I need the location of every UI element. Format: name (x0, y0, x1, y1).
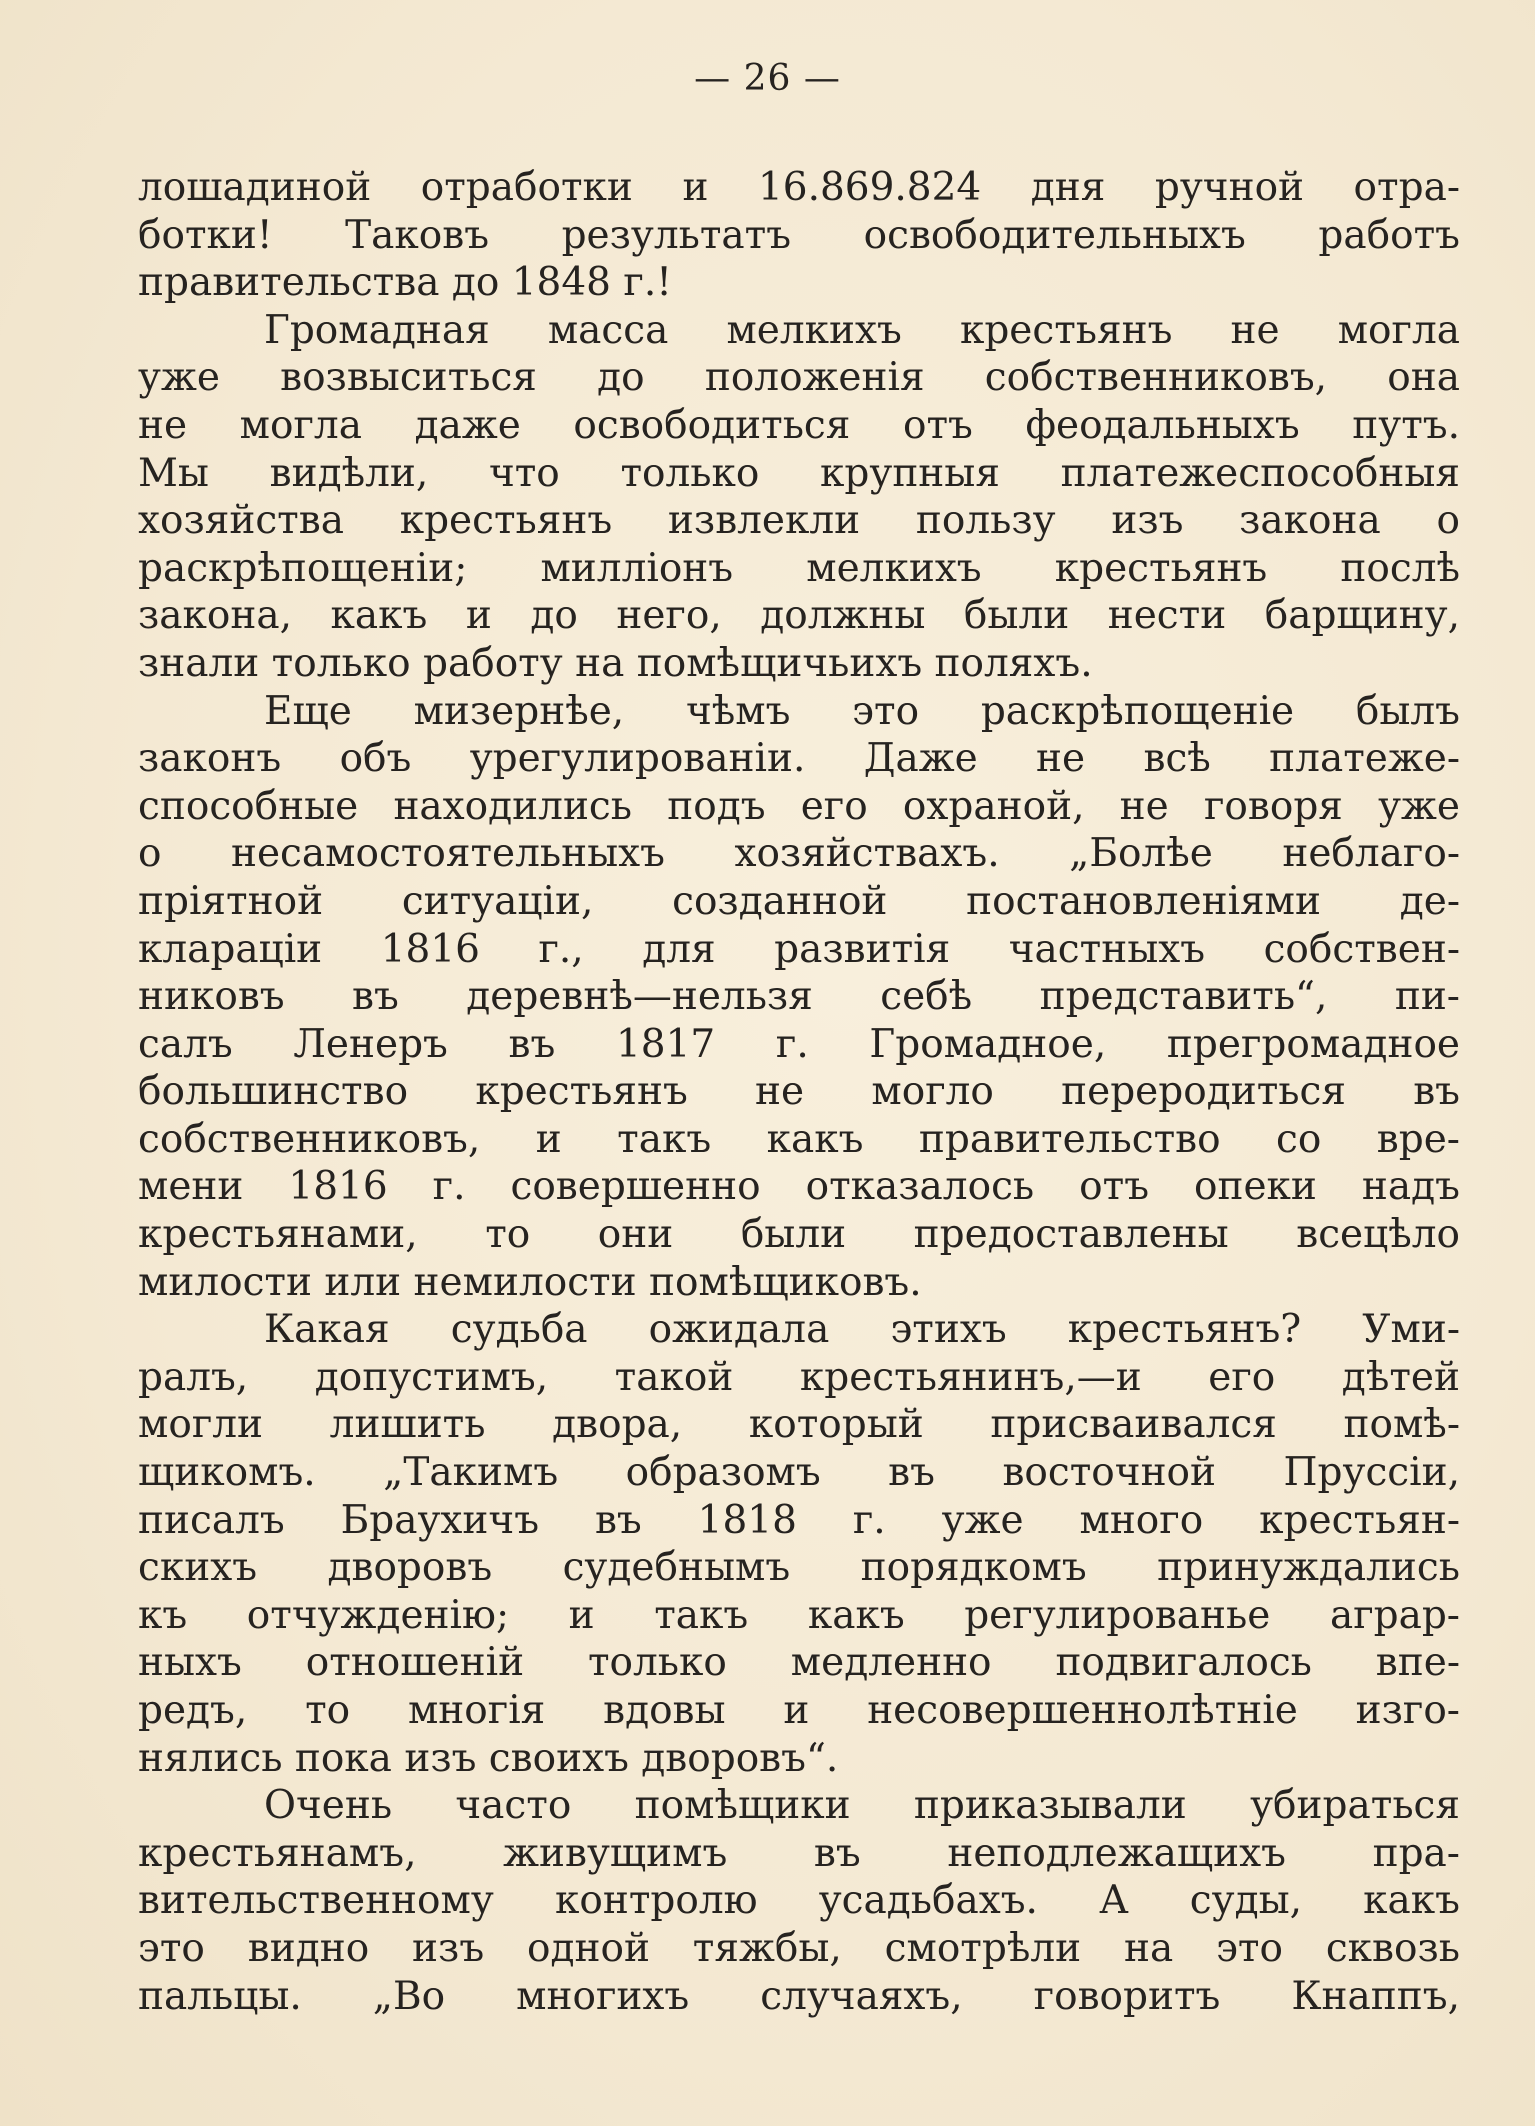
text-line: редъ, то многія вдовы и несовершеннолѣтніе изго- (138, 1688, 1460, 1733)
text-line: нялись пока изъ своихъ дворовъ“. (138, 1735, 839, 1781)
text-line: не могла даже освободиться отъ феодальныхъ путъ. (138, 402, 1460, 448)
text-line: способные находились подъ его охраной, не говоря уже (138, 783, 1460, 829)
text-line: мени 1816 г. совершенно отказалось отъ опеки надъ (138, 1164, 1460, 1210)
text-line: ныхъ отношеній только медленно подвигалось впе- (138, 1640, 1460, 1686)
text-line: крестьянами, то они были предоставлены всецѣло (138, 1212, 1460, 1258)
text-line: законъ объ урегулированіи. Даже не всѣ платеже- (138, 736, 1460, 782)
text-line: знали только работу на помѣщичьихъ поляхъ. (138, 640, 1093, 686)
text-line: могли лишить двора, который присваивался помѣ- (138, 1402, 1460, 1448)
body-text (138, 164, 1460, 2020)
text-line: о несамостоятельныхъ хозяйствахъ. „Болѣе неблаго- (138, 831, 1460, 877)
paragraph-2 (138, 307, 1460, 688)
paragraph-1 (138, 164, 1460, 307)
paragraph-3 (138, 688, 1460, 1307)
page-number: — 26 — (694, 58, 841, 99)
text-line: никовъ въ деревнѣ—нельзя себѣ представить“, пи- (138, 974, 1460, 1020)
text-line: это видно изъ одной тяжбы, смотрѣли на это сквозь (138, 1925, 1460, 1971)
text-line: ботки! Таковъ результатъ освободительныхъ работъ (138, 212, 1460, 258)
text-line: милости или немилости помѣщиковъ. (138, 1259, 922, 1305)
text-line: хозяйства крестьянъ извлекли пользу изъ закона о (138, 498, 1460, 544)
text-line: скихъ дворовъ судебнымъ порядкомъ принуждались (138, 1545, 1460, 1591)
text-line: собственниковъ, и такъ какъ правительство со вре- (138, 1116, 1460, 1162)
text-line: клараціи 1816 г., для развитія частныхъ собствен- (138, 926, 1460, 972)
text-line: Какая судьба ожидала этихъ крестьянъ? Уми- (264, 1307, 1460, 1353)
text-line: пальцы. „Во многихъ случаяхъ, говоритъ Кнаппъ, (138, 1973, 1460, 2019)
text-line: лошадиной отработки и 16.869.824 дня ручной отра- (138, 165, 1460, 210)
text-line: щикомъ. „Такимъ образомъ въ восточной Пруссіи, (138, 1450, 1460, 1496)
text-line: пріятной ситуаціи, созданной постановленіями де- (138, 878, 1460, 924)
paragraph-4 (138, 1306, 1460, 1782)
text-line: къ отчужденію; и такъ какъ регулированье аграр- (138, 1592, 1460, 1638)
text-line: Очень часто помѣщики приказывали убираться (264, 1783, 1460, 1829)
text-line: большинство крестьянъ не могло переродиться въ (138, 1069, 1460, 1115)
text-line: салъ Ленеръ въ 1817 г. Громадное, прегромадное (138, 1021, 1460, 1067)
text-line: ралъ, допустимъ, такой крестьянинъ,—и его дѣтей (138, 1354, 1460, 1400)
text-line: закона, какъ и до него, должны были нести барщину, (138, 593, 1460, 639)
text-line: вительственному контролю усадьбахъ. А суды, какъ (138, 1878, 1460, 1924)
text-line: раскрѣпощеніи; милліонъ мелкихъ крестьянъ послѣ (138, 545, 1460, 591)
text-line: Еще мизернѣе, чѣмъ это раскрѣпощеніе былъ (264, 688, 1460, 734)
text-line: правительства до 1848 г.! (138, 260, 672, 306)
text-line: Громадная масса мелкихъ крестьянъ не могла (264, 307, 1460, 353)
paragraph-5 (138, 1782, 1460, 2020)
text-line: крестьянамъ, живущимъ въ неподлежащихъ пра- (138, 1830, 1460, 1876)
text-line: Мы видѣли, что только крупныя платежеспособныя (138, 450, 1460, 496)
text-line: писалъ Браухичъ въ 1818 г. уже много крестьян- (138, 1497, 1460, 1543)
text-line: уже возвыситься до положенія собственниковъ, она (138, 355, 1460, 401)
